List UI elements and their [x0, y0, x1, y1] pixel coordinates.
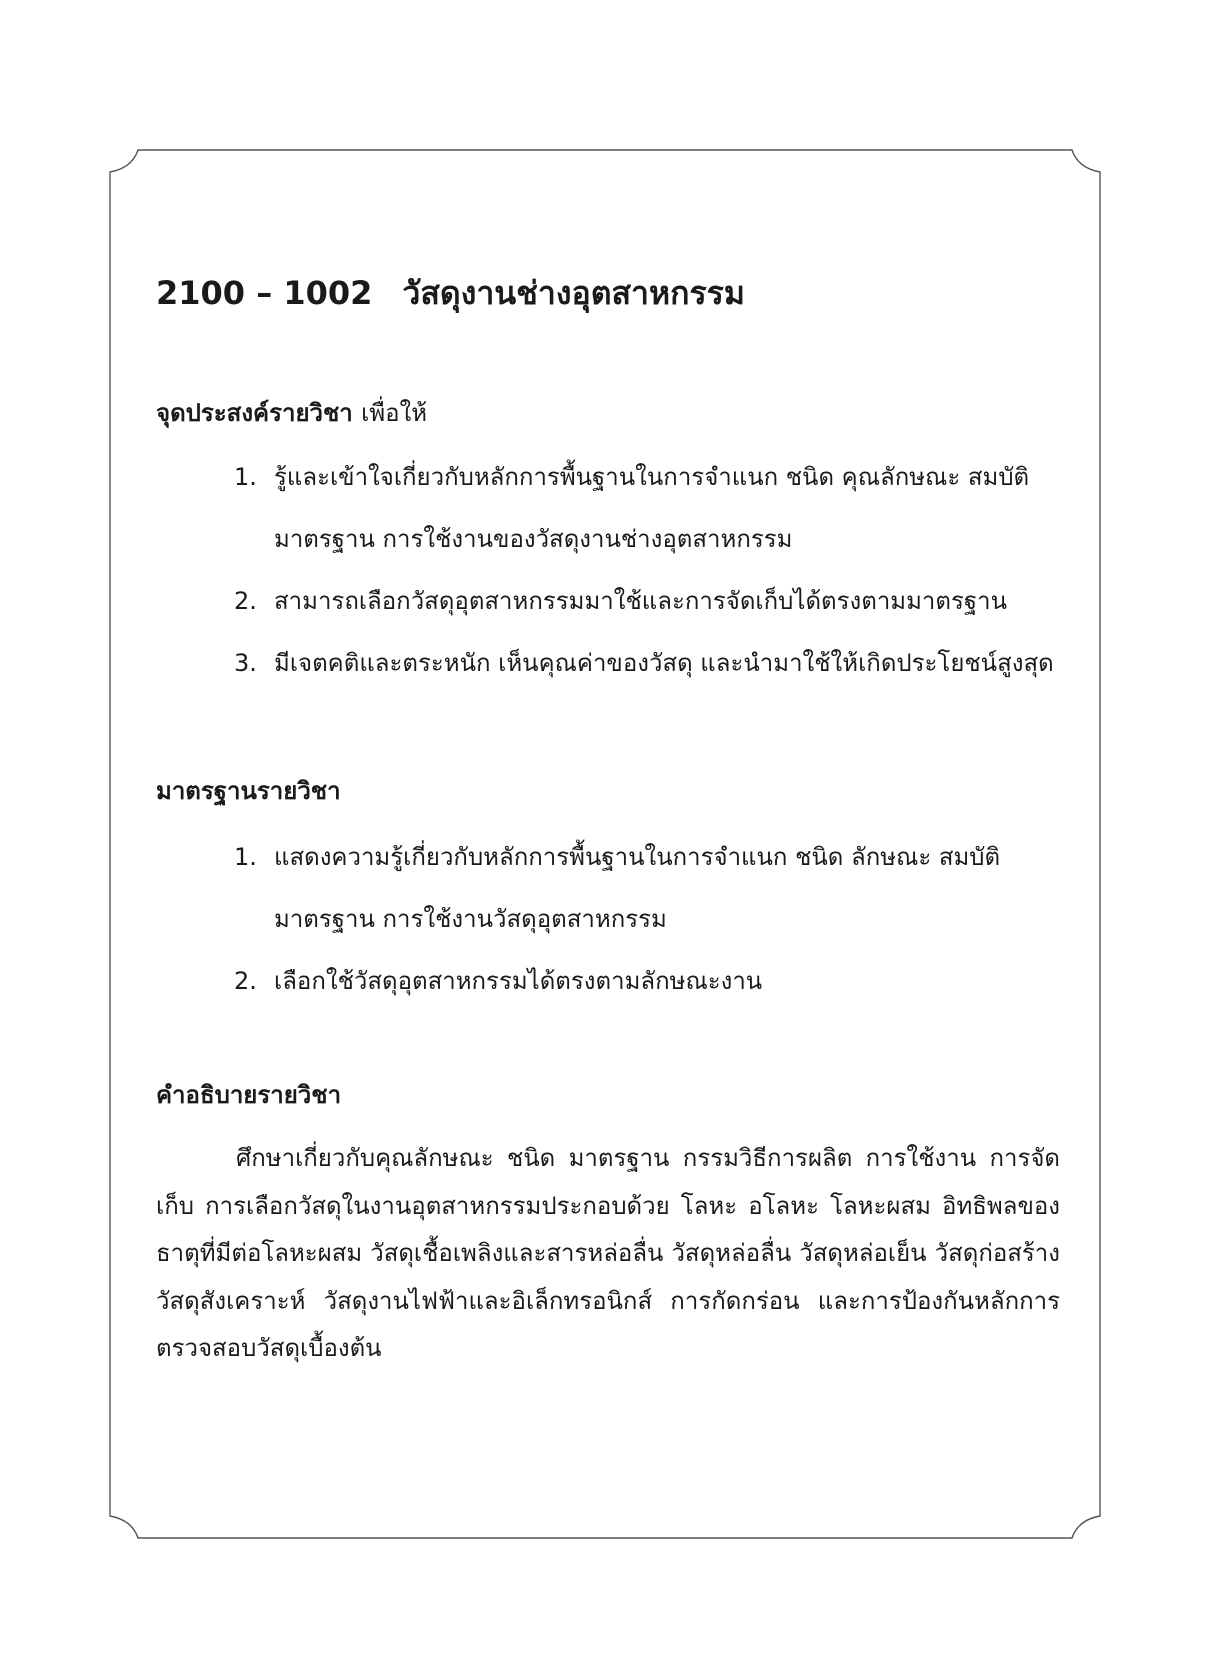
list-item-number: 3.	[234, 649, 257, 677]
description-heading	[156, 1075, 341, 1114]
list-item	[234, 632, 1054, 694]
list-item	[234, 950, 1054, 1012]
standards-heading-label: มาตรฐานรายวิชา	[156, 777, 341, 805]
description-paragraph: ศึกษาเกี่ยวกับคุณลักษณะ ชนิด มาตรฐาน กรรมวิธีการผลิต การใช้งาน การจัดเก็บ การเลือกวัสดุในงานอุตสาหกรรมประกอบด้วย โลหะ อโลหะ โลหะผสม อิทธิพลของธาตุที่มีต่อโลหะผสม วัสดุเชื้อเพลิงและสารหล่อลื่น วัสดุหล่อลื่น วัสดุหล่อเย็น วัสดุก่อสร้าง วัสดุสังเคราะห์ วัสดุงานไฟฟ้าและอิเล็กทรอนิกส์ การกัดกร่อน และการป้องกันหลักการตรวจสอบวัสดุเบื้องต้น	[156, 1144, 1060, 1362]
course-code: 2100 – 1002	[156, 274, 373, 312]
list-item	[234, 570, 1054, 632]
objectives-heading-label: จุดประสงค์รายวิชา	[156, 399, 353, 427]
list-item-number: 2.	[234, 967, 257, 995]
list-item-text: แสดงความรู้เกี่ยวกับหลักการพื้นฐานในการจำแนก ชนิด ลักษณะ สมบัติ มาตรฐาน การใช้งานวัสดุอุตสาหกรรม	[274, 843, 1001, 933]
list-item	[234, 446, 1054, 570]
list-item-text: สามารถเลือกวัสดุอุตสาหกรรมมาใช้และการจัดเก็บได้ตรงตามมาตรฐาน	[274, 587, 1008, 615]
standards-heading	[156, 771, 341, 810]
description-heading-label: คำอธิบายรายวิชา	[156, 1081, 342, 1109]
list-item-text: รู้และเข้าใจเกี่ยวกับหลักการพื้นฐานในการจำแนก ชนิด คุณลักษณะ สมบัติ มาตรฐาน การใช้งานของวัสดุงานช่างอุตสาหกรรม	[274, 463, 1030, 553]
course-title	[156, 268, 745, 319]
list-item-number: 1.	[234, 463, 257, 491]
objectives-heading-suffix: เพื่อให้	[361, 399, 428, 427]
list-item-text: มีเจตคติและตระหนัก เห็นคุณค่าของวัสดุ และนำมาใช้ให้เกิดประโยชน์สูงสุด	[274, 649, 1054, 677]
list-item	[234, 826, 1054, 950]
list-item-number: 2.	[234, 587, 257, 615]
objectives-heading	[156, 393, 427, 432]
list-item-text: เลือกใช้วัสดุอุตสาหกรรมได้ตรงตามลักษณะงาน	[274, 967, 763, 995]
standards-list	[234, 826, 1054, 1012]
objectives-list	[234, 446, 1054, 694]
course-name: วัสดุงานช่างอุตสาหกรรม	[402, 274, 745, 312]
list-item-number: 1.	[234, 843, 257, 871]
